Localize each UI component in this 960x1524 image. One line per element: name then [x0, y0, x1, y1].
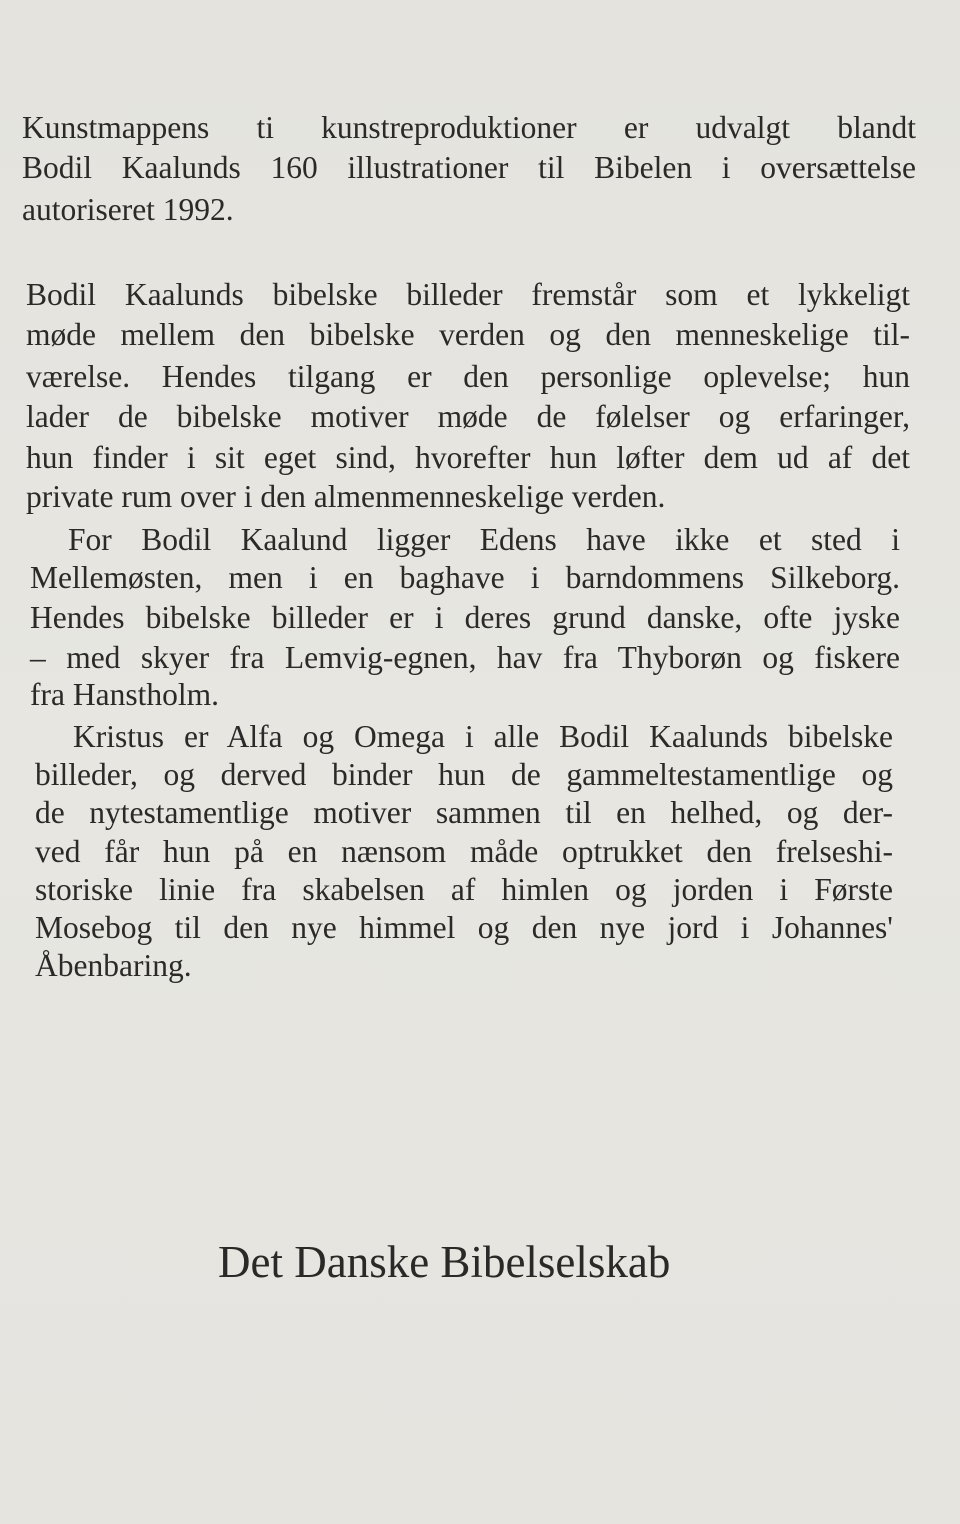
text-line: storiske linie fra skabelsen af himlen og jorden i Første [35, 872, 893, 907]
text-line: lader de bibelske motiver møde de følelser og erfaringer, [26, 399, 910, 434]
text-line: de nytestamentlige motiver sammen til en helhed, og der- [35, 795, 893, 830]
text-line: Kristus er Alfa og Omega i alle Bodil Kaalunds bibelske [73, 719, 893, 754]
text-line: – med skyer fra Lemvig-egnen, hav fra Thyborøn og fiskere [30, 640, 900, 675]
text-line: møde mellem den bibelske verden og den menneskelige til- [26, 317, 910, 352]
text-line: Kunstmappens ti kunstreproduktioner er udvalgt blandt [22, 110, 916, 145]
text-line: værelse. Hendes tilgang er den personlige oplevelse; hun [26, 359, 910, 394]
text-line: hun finder i sit eget sind, hvorefter hun løfter dem ud af det [26, 440, 910, 475]
publisher-name: Det Danske Bibelselskab [218, 1237, 671, 1287]
text-line: fra Hanstholm. [30, 677, 219, 712]
text-line: Bodil Kaalunds bibelske billeder fremstår som et lykkeligt [26, 277, 910, 312]
text-line: Åbenbaring. [35, 948, 192, 983]
text-line: Hendes bibelske billeder er i deres grund danske, ofte jyske [30, 600, 900, 635]
text-line: ved får hun på en nænsom måde optrukket den frelseshi- [35, 834, 893, 869]
text-line: billeder, og derved binder hun de gammeltestamentlige og [35, 757, 893, 792]
text-line: Bodil Kaalunds 160 illustrationer til Bibelen i oversættelse [22, 150, 916, 185]
text-line: For Bodil Kaalund ligger Edens have ikke et sted i [68, 522, 900, 557]
text-line: private rum over i den almenmenneskelige verden. [26, 479, 666, 514]
text-line: Mosebog til den nye himmel og den nye jord i Johannes' [35, 910, 893, 945]
text-line: autoriseret 1992. [22, 192, 234, 227]
text-line: Mellemøsten, men i en baghave i barndommens Silkeborg. [30, 560, 900, 595]
